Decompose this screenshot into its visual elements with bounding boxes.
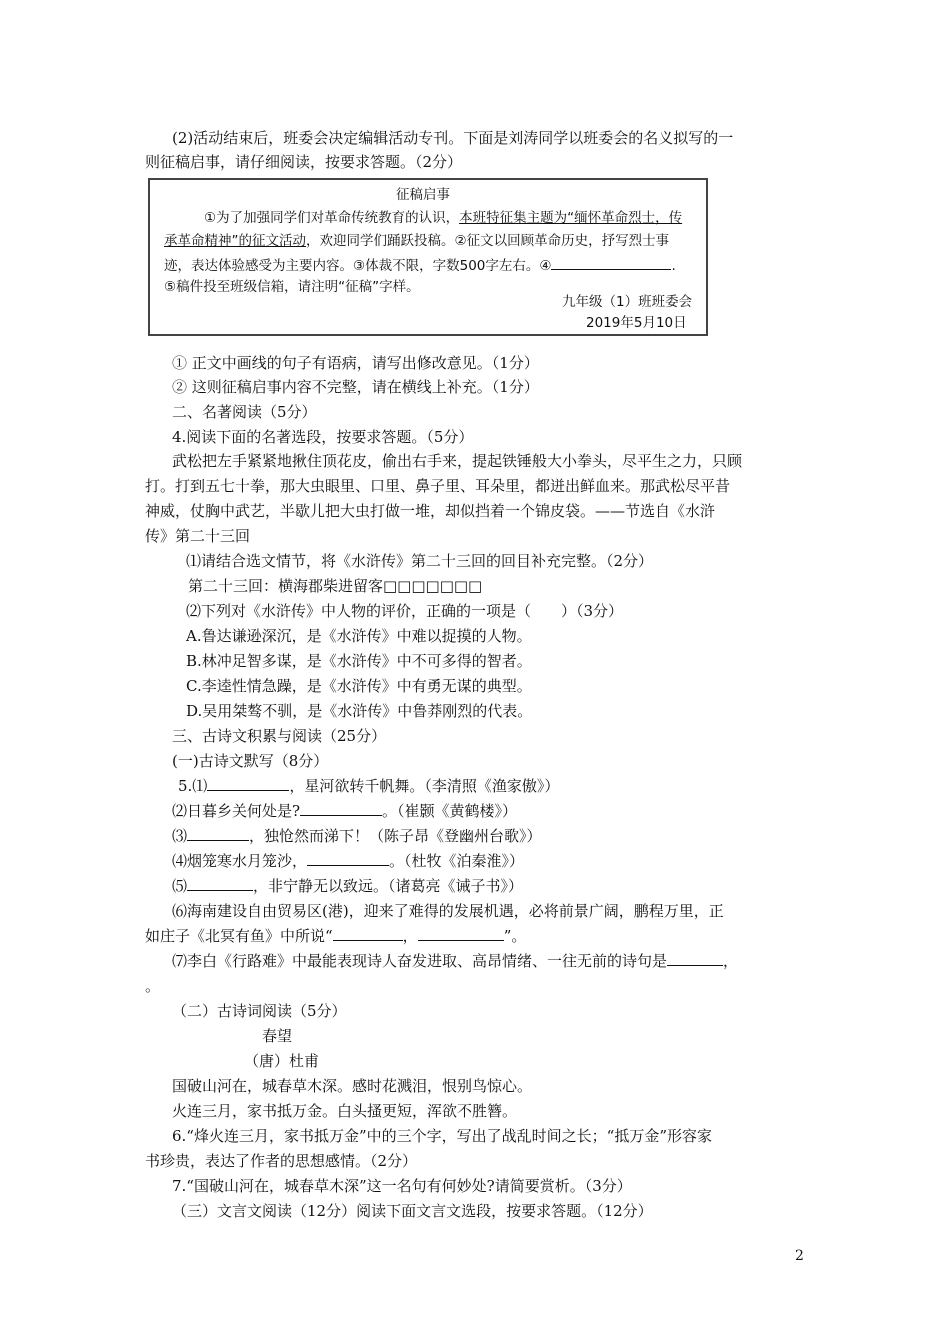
notice-underlined-sentence: 本班特征集主题为“缅怀革命烈士，传 <box>459 210 683 226</box>
notice-box <box>148 178 708 336</box>
q5-6-line2: 如庄子《北冥有鱼》中所说“ ， ”。 <box>145 927 527 945</box>
q5-6-blank-a[interactable] <box>333 926 403 941</box>
q5-7-blank[interactable] <box>667 951 723 966</box>
q6-line2: 书珍贵，表达了作者的思想感情。（2分） <box>145 1152 418 1170</box>
notice-title: 征稿启事 <box>396 187 450 203</box>
q5-4: ⑷烟笼寒水月笼沙， 。（杜牧《泊秦淮》） <box>172 852 525 870</box>
page-number: 2 <box>795 1248 804 1264</box>
q5-1: 5.⑴ ，星河欲转千帆舞。（李清照《渔家傲》） <box>178 777 560 795</box>
q5-7-line2: 。 <box>145 977 161 995</box>
q4-prompt: 4.阅读下面的名著选段，按要求答题。（5分） <box>172 428 474 446</box>
q5-6-blank-b[interactable] <box>418 926 504 941</box>
notice-underlined-sentence-cont: 承革命精神”的征文活动 <box>164 233 306 249</box>
notice-date: 2019年5月10日 <box>586 315 687 331</box>
option-b[interactable]: B.林冲足智多谋，是《水浒传》中不可多得的智者。 <box>186 652 532 670</box>
sub-heading-poetry: （二）古诗词阅读（5分） <box>172 1002 347 1020</box>
q5-3: ⑶ ，独怆然而涕下！（陈子昂《登幽州台歌》） <box>172 827 542 845</box>
notice-line4: ⑤稿件投至班级信箱，请注明“征稿”字样。 <box>164 279 420 295</box>
q5-2-blank[interactable] <box>300 801 382 816</box>
option-c[interactable]: C.李逵性情急躁，是《水浒传》中有勇无谋的典型。 <box>186 677 532 695</box>
poem-author: （唐）杜甫 <box>244 1052 320 1070</box>
notice-signature: 九年级（1）班班委会 <box>562 294 693 310</box>
q5-5-blank[interactable] <box>187 876 253 891</box>
poem-line1: 国破山河在，城春草木深。感时花溅泪，恨别鸟惊心。 <box>172 1077 533 1095</box>
poem-title: 春望 <box>262 1027 293 1045</box>
section2-heading: 二、名著阅读（5分） <box>172 403 317 421</box>
option-d[interactable]: D.吴用桀骜不驯，是《水浒传》中鲁莽刚烈的代表。 <box>186 702 533 720</box>
q5-7-line1: ⑺李白《行路难》中最能表现诗人奋发进取、高昂情绪、一往无前的诗句是 ， <box>172 952 739 970</box>
q4-sub1-answer-line: 第二十三回：横海郡柴进留客□□□□□□□ <box>188 577 483 595</box>
q2-intro-line1: (2)活动结束后，班委会决定编辑活动专刊。下面是刘涛同学以班委会的名义拟写的一 <box>172 129 734 147</box>
notice-line2: 承革命精神”的征文活动，欢迎同学们踊跃投稿。②征文以回顾革命历史，抒写烈士事 <box>164 233 670 249</box>
notice-line1: ①为了加强同学们对革命传统教育的认识，本班特征集主题为“缅怀革命烈士，传 <box>204 210 683 226</box>
sub-heading-classical: （三）文言文阅读（12分）阅读下面文言文选段，按要求答题。（12分） <box>172 1202 653 1220</box>
q5-3-blank[interactable] <box>187 826 249 841</box>
notice-blank[interactable] <box>551 255 671 270</box>
q5-4-blank[interactable] <box>307 851 389 866</box>
passage-line2: 打。打到五七十拳，那大虫眼里、口里、鼻子里、耳朵里，都迸出鲜血来。那武松尽平昔 <box>145 477 731 495</box>
section3-heading: 三、古诗文积累与阅读（25分） <box>172 727 387 745</box>
option-a[interactable]: A.鲁达谦逊深沉，是《水浒传》中难以捉摸的人物。 <box>186 627 532 645</box>
q5-2: ⑵日暮乡关何处是? 。（崔颢《黄鹤楼》） <box>172 802 518 820</box>
q5-1-blank[interactable] <box>207 776 289 791</box>
passage-line3: 神威，仗胸中武艺，半歇儿把大虫打做一堆，却似挡着一个锦皮袋。——节选自《水浒 <box>145 502 716 520</box>
q2-sub2: ② 这则征稿启事内容不完整，请在横线上补充。（1分） <box>172 378 539 396</box>
q5-6-line1: ⑹海南建设自由贸易区(港)，迎来了难得的发展机遇，必将前景广阔，鹏程万里，正 <box>172 902 724 920</box>
q4-sub1: ⑴请结合选文情节，将《水浒传》第二十三回的回目补充完整。（2分） <box>186 552 654 570</box>
sub-heading-recitation: (一)古诗文默写（8分） <box>172 752 329 770</box>
q5-5: ⑸ ，非宁静无以致远。（诸葛亮《诫子书》） <box>172 877 524 895</box>
notice-line3: 迹，表达体验感受为主要内容。③体裁不限，字数500字左右。④ . <box>164 255 676 275</box>
passage-line4: 传》第二十三回 <box>145 527 251 545</box>
q2-intro-line2: 则征稿启事，请仔细阅读，按要求答题。（2分） <box>145 153 463 171</box>
q2-sub1: ① 正文中画线的句子有语病，请写出修改意见。（1分） <box>172 354 539 372</box>
q4-sub2: ⑵下列对《水浒传》中人物的评价，正确的一项是（ ）（3分） <box>186 602 624 620</box>
q6-line1: 6.“烽火连三月，家书抵万金”中的三个字，写出了战乱时间之长；“抵万金”形容家 <box>172 1127 712 1145</box>
poem-line2: 火连三月，家书抵万金。白头搔更短，浑欲不胜簪。 <box>172 1102 518 1120</box>
passage-line1: 武松把左手紧紧地揪住顶花皮，偷出右手来，提起铁锤般大小拳头，尽平生之力，只顾 <box>172 452 743 470</box>
q7: 7.“国破山河在，城春草木深”这一名句有何妙处?请简要赏析。（3分） <box>172 1177 632 1195</box>
